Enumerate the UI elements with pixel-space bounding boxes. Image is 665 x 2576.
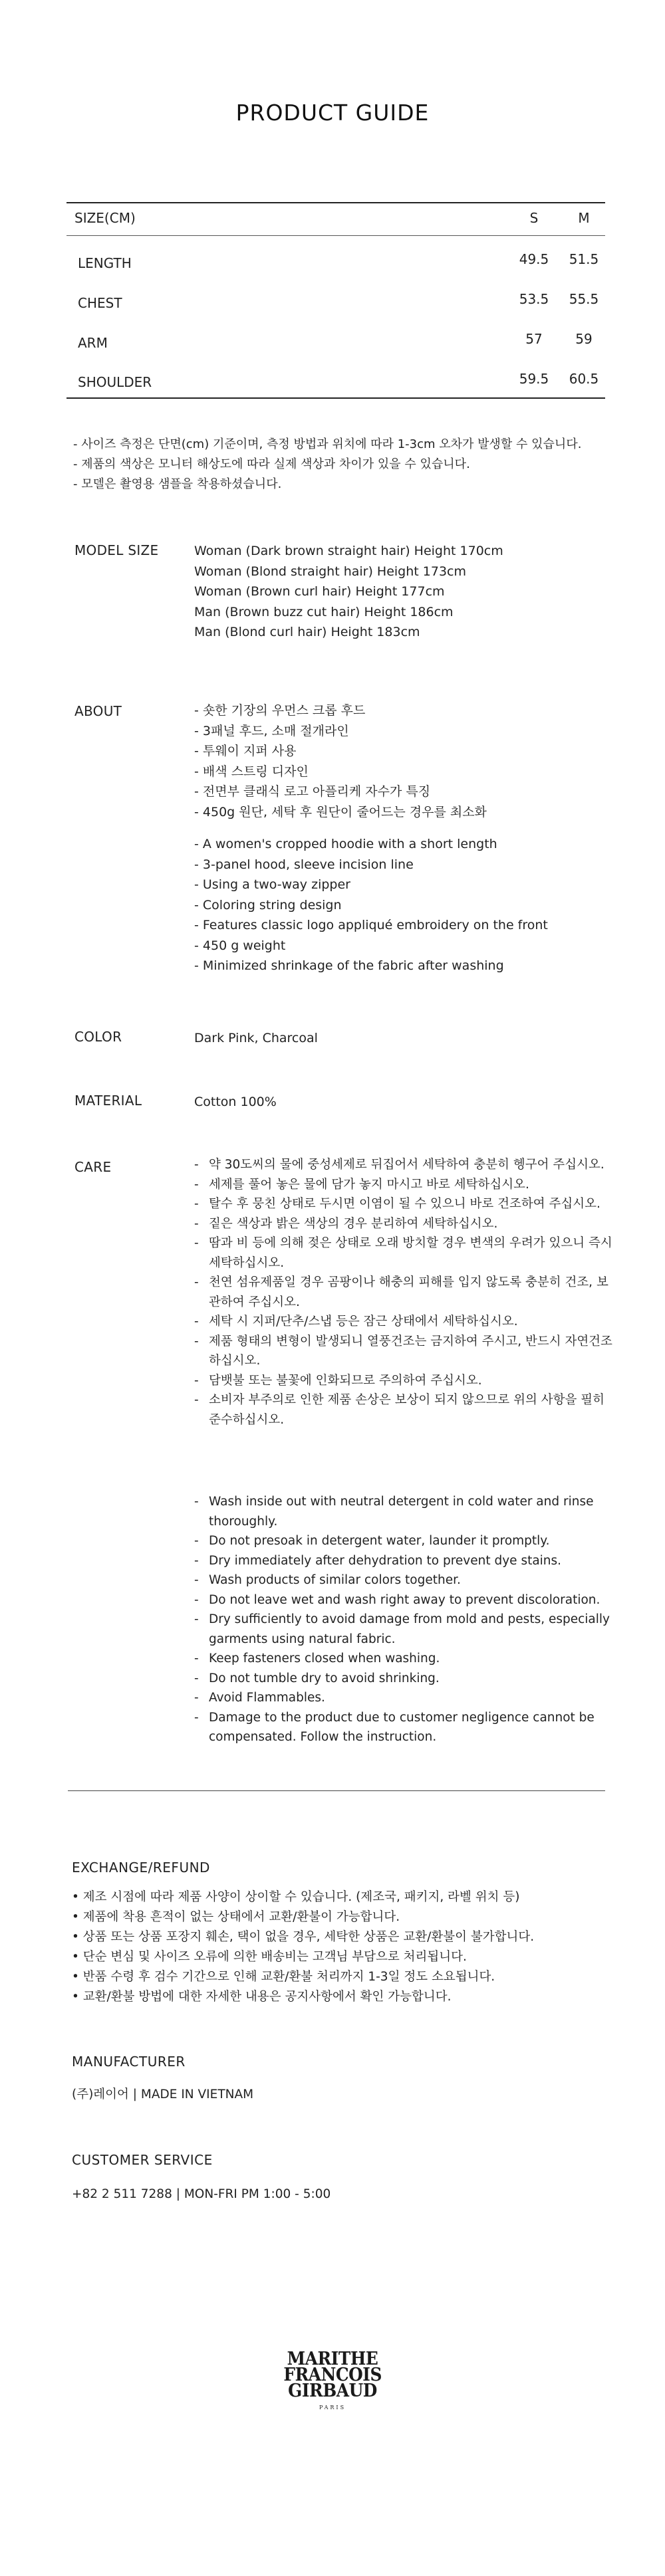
list-item [194, 1610, 620, 1649]
bullet-dash: - [194, 1393, 199, 1407]
list-item: Woman (Dark brown straight hair) Height 170cm [194, 544, 503, 558]
note-line: - 제품의 색상은 모니터 해상도에 따라 실제 색상과 차이가 있을 수 있습니다. [73, 457, 470, 471]
size-table-header: SIZE(CM) [74, 210, 136, 226]
bullet-dash: - [194, 1534, 199, 1548]
customer-service-value: +82 2 511 7288 | MON-FRI PM 1:00 - 5:00 [72, 2187, 331, 2201]
care-text: 짙은 색상과 밝은 색상의 경우 분리하여 세탁하십시오. [209, 1216, 498, 1231]
brand-logo [279, 2351, 386, 2418]
care-text: Dry sufficiently to avoid damage from mold and pests, especially garments using natural fabric. [209, 1612, 610, 1646]
list-item: • 제품에 착용 흔적이 없는 상태에서 교환/환불이 가능합니다. [72, 1910, 400, 1924]
logo-line: GIRBAUD [288, 2381, 377, 2401]
care-text: 약 30도씨의 물에 중성세제로 뒤집어서 세탁하여 충분히 헹구어 주십시오. [209, 1158, 604, 1172]
list-item: Man (Blond curl hair) Height 183cm [194, 625, 420, 639]
list-item [194, 1234, 620, 1273]
list-item: - 숏한 기장의 우먼스 크롭 후드 [194, 703, 366, 718]
bullet-dash: - [194, 1573, 199, 1587]
note-line: - 사이즈 측정은 단면(cm) 기준이며, 측정 방법과 위치에 따라 1-3cm 오차가 발생할 수 있습니다. [73, 437, 582, 451]
care-text: Keep fasteners closed when washing. [209, 1652, 440, 1665]
care-text: Dry immediately after dehydration to prevent dye stains. [209, 1553, 562, 1568]
list-item [194, 1155, 620, 1175]
material-value: Cotton 100% [194, 1095, 277, 1109]
list-item [194, 1390, 620, 1430]
care-text: 세제를 풀어 놓은 물에 담가 놓지 마시고 바로 세탁하십시오. [209, 1177, 529, 1192]
bullet-dash: - [194, 1216, 199, 1231]
bullet-dash: - [194, 1592, 199, 1607]
care-text: Avoid Flammables. [209, 1691, 325, 1705]
care-text: 탈수 후 뭉친 상태로 두시면 이염이 될 수 있으니 바로 건조하여 주십시오. [209, 1197, 600, 1211]
bullet-dash: - [194, 1710, 199, 1725]
list-item: • 상품 또는 상품 포장지 훼손, 택이 없을 경우, 세탁한 상품은 교환/환불이 불가합니다. [72, 1930, 535, 1944]
bullet-dash: - [194, 1373, 199, 1388]
bullet-dash: - [194, 1236, 199, 1250]
row-label: LENGTH [78, 255, 132, 271]
model-size-label: MODEL SIZE [74, 542, 159, 558]
care-label: CARE [74, 1159, 112, 1175]
care-text: 세탁 시 지퍼/단추/스냅 등은 잠근 상태에서 세탁하십시오. [209, 1315, 518, 1329]
material-label: MATERIAL [74, 1093, 142, 1109]
list-item [194, 1194, 620, 1214]
bullet-dash: - [194, 1652, 199, 1665]
logo-line: MARITHE [287, 2349, 378, 2369]
care-text: Do not leave wet and wash right away to prevent discoloration. [209, 1592, 600, 1607]
size-col-m-header: M [578, 210, 590, 226]
list-item: - 투웨이 지퍼 사용 [194, 744, 297, 758]
model-size-list [194, 541, 503, 643]
care-text: Damage to the product due to customer negligence cannot be compensated. Follow the instruction. [209, 1710, 595, 1744]
bullet-dash: - [194, 1177, 199, 1192]
list-item [194, 1570, 620, 1590]
row-value-m: 60.5 [569, 371, 599, 387]
care-text: Do not tumble dry to avoid shrinking. [209, 1671, 440, 1685]
manufacturer-value: (주)레이어 | MADE IN VIETNAM [72, 2088, 254, 2101]
care-ko-list [194, 1155, 620, 1430]
list-item: • 교환/환불 방법에 대한 자세한 내용은 공지사항에서 확인 가능합니다. [72, 1990, 452, 2004]
note-line: - 모델은 촬영용 샘플을 착용하셨습니다. [73, 477, 282, 491]
list-item [194, 1175, 620, 1195]
list-item: - 450 g weight [194, 938, 286, 953]
size-col-s-header: S [529, 210, 539, 226]
size-table-bottom-rule [66, 397, 605, 399]
row-value-s: 57 [525, 331, 543, 347]
row-label: CHEST [78, 295, 122, 311]
bullet-dash: - [194, 1315, 199, 1329]
size-notes [73, 435, 581, 494]
row-label: SHOULDER [78, 374, 152, 390]
about-label: ABOUT [74, 703, 122, 719]
bullet-dash: - [194, 1612, 199, 1626]
about-ko-list [194, 700, 487, 822]
list-item: - A women's cropped hoodie with a short length [194, 837, 497, 851]
list-item [194, 1214, 620, 1234]
list-item [194, 1531, 620, 1551]
list-item [194, 1590, 620, 1610]
row-value-s: 53.5 [519, 291, 549, 307]
list-item [194, 1708, 620, 1747]
list-item: - 3-panel hood, sleeve incision line [194, 857, 414, 872]
list-item [194, 1371, 620, 1391]
list-item: Woman (Brown curl hair) Height 177cm [194, 584, 445, 599]
row-value-m: 51.5 [569, 251, 599, 267]
section-divider [68, 1790, 605, 1791]
list-item [194, 1273, 620, 1312]
list-item [194, 1332, 620, 1371]
exchange-refund-title: EXCHANGE/REFUND [72, 1860, 210, 1876]
color-label: COLOR [74, 1029, 122, 1045]
bullet-dash: - [194, 1553, 199, 1568]
list-item: - 배색 스트링 디자인 [194, 764, 309, 779]
list-item: - Features classic logo appliqué embroidery on the front [194, 918, 548, 932]
page-title: PRODUCT GUIDE [235, 100, 430, 126]
care-text: 땀과 비 등에 의해 젖은 상태로 오래 방치할 경우 변색의 우려가 있으니 즉시 세탁하십시오. [209, 1236, 612, 1270]
care-text: Wash inside out with neutral detergent in cold water and rinse thoroughly. [209, 1495, 594, 1529]
care-text: Do not presoak in detergent water, launder it promptly. [209, 1534, 550, 1548]
list-item [194, 1312, 620, 1332]
size-table-top-rule [66, 202, 605, 203]
bullet-dash: - [194, 1691, 199, 1705]
list-item: Man (Brown buzz cut hair) Height 186cm [194, 604, 454, 619]
list-item: - Minimized shrinkage of the fabric after washing [194, 958, 504, 973]
care-text: 담뱃불 또는 불꽃에 인화되므로 주의하여 주십시오. [209, 1373, 482, 1388]
list-item [194, 1649, 620, 1669]
row-value-s: 49.5 [519, 251, 549, 267]
care-text: 소비자 부주의로 인한 제품 손상은 보상이 되지 않으므로 위의 사항을 필히 준수하십시오. [209, 1393, 604, 1427]
care-text: 제품 형태의 변형이 발생되니 열풍건조는 금지하여 주시고, 반드시 자연건조 하십시오. [209, 1334, 612, 1368]
list-item: Woman (Blond straight hair) Height 173cm [194, 564, 466, 579]
list-item [194, 1551, 620, 1571]
row-value-m: 55.5 [569, 291, 599, 307]
list-item: - 3패널 후드, 소매 절개라인 [194, 723, 349, 738]
list-item [194, 1492, 620, 1531]
list-item: • 반품 수령 후 검수 기간으로 인해 교환/환불 처리까지 1-3일 정도 소요됩니다. [72, 1970, 495, 1984]
list-item: • 제조 시점에 따라 제품 사양이 상이할 수 있습니다. (제조국, 패키지, 라벨 위치 등) [72, 1890, 520, 1904]
bullet-dash: - [194, 1197, 199, 1211]
care-text: 천연 섬유제품일 경우 곰팡이나 해충의 피해를 입지 않도록 충분히 건조, 보관하여 주십시오. [209, 1275, 608, 1309]
list-item [194, 1688, 620, 1708]
list-item: - Coloring string design [194, 897, 342, 912]
list-item: - Using a two-way zipper [194, 877, 350, 892]
list-item: • 단순 변심 및 사이즈 오류에 의한 배송비는 고객님 부담으로 처리됩니다. [72, 1950, 467, 1964]
bullet-dash: - [194, 1158, 199, 1172]
list-item: - 450g 원단, 세탁 후 원단이 줄어드는 경우를 최소화 [194, 804, 487, 819]
list-item [194, 1669, 620, 1689]
exchange-refund-list [72, 1887, 534, 2007]
bullet-dash: - [194, 1671, 199, 1685]
bullet-dash: - [194, 1275, 199, 1289]
color-value: Dark Pink, Charcoal [194, 1031, 318, 1045]
customer-service-title: CUSTOMER SERVICE [72, 2152, 213, 2168]
bullet-dash: - [194, 1334, 199, 1348]
about-en-list [194, 834, 548, 976]
logo-subline: PARIS [319, 2405, 346, 2411]
row-value-m: 59 [575, 331, 593, 347]
row-value-s: 59.5 [519, 371, 549, 387]
manufacturer-title: MANUFACTURER [72, 2054, 186, 2070]
row-label: ARM [78, 335, 108, 351]
list-item: - 전면부 클래식 로고 아플리케 자수가 특징 [194, 784, 431, 799]
care-text: Wash products of similar colors together. [209, 1573, 461, 1587]
care-en-list [194, 1492, 620, 1747]
size-table-header-rule [66, 235, 605, 236]
bullet-dash: - [194, 1495, 199, 1509]
logo-line: FRANCOIS [283, 2365, 382, 2385]
